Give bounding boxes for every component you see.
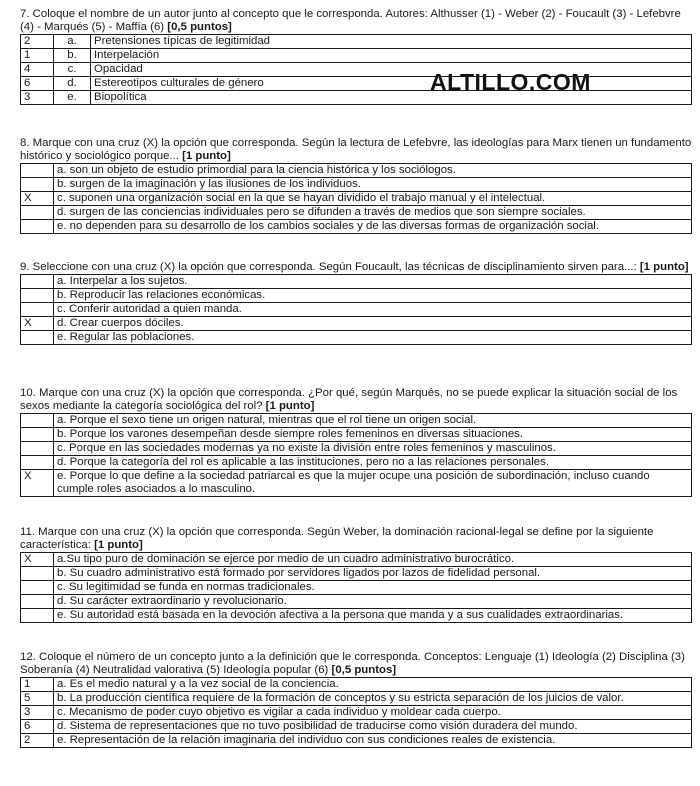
question-8-text: 8. Marque con una cruz (X) la opción que corresponda. Según la lectura de Lefebvre, las ideologías para Marx tienen un fundamento histórico y sociológico porque... [1 punto] [20,137,692,162]
mark-cell[interactable] [21,220,54,234]
table-row: 3 e. Biopolítica [21,91,692,105]
answer-cell[interactable]: 4 [21,63,54,77]
question-8 [20,137,692,234]
question-10 [20,387,692,497]
mark-cell[interactable] [21,275,54,289]
mark-cell[interactable] [21,609,54,623]
table-row: a. son un objeto de estudio primordial para la ciencia histórica y los sociólogos. [21,164,692,178]
watermark-logo: ALTILLO.COM [430,69,591,95]
question-7 [20,8,692,105]
table-row: d. Su carácter extraordinario y revolucionario. [21,595,692,609]
table-row: X a.Su tipo puro de dominación se ejerce por medio de un cuadro administrativo burocrático. [21,553,692,567]
table-row: e. no dependen para su desarrollo de los cambios sociales y de las diversas formas de organización social. [21,220,692,234]
question-8-table [20,163,692,234]
mark-cell[interactable]: X [21,192,54,206]
table-row: b. surgen de la imaginación y las ilusiones de los individuos. [21,178,692,192]
table-row: c. Conferir autoridad a quien manda. [21,303,692,317]
mark-cell[interactable] [21,178,54,192]
table-row: a. Porque el sexo tiene un origen natural, mientras que el rol tiene un origen social. [21,414,692,428]
answer-cell[interactable]: 1 [21,678,54,692]
table-row: X c. suponen una organización social en la que se hayan dividido el trabajo manual y el intelectual. [21,192,692,206]
table-row: X d. Crear cuerpos dóciles. [21,317,692,331]
mark-cell[interactable] [21,595,54,609]
table-row: 6 d. Estereotipos culturales de género [21,77,692,91]
table-row: 1 b. Interpelación [21,49,692,63]
mark-cell[interactable] [21,581,54,595]
table-row: b. Reproducir las relaciones económicas. [21,289,692,303]
answer-cell[interactable]: 6 [21,720,54,734]
table-row: 3 c. Mecanismo de poder cuyo objetivo es vigilar a cada individuo y moldear cada cuerpo. [21,706,692,720]
table-row: 5 b. La producción científica requiere de la formación de conceptos y su estricta separación de los juicios de valor. [21,692,692,706]
question-10-table [20,413,692,497]
table-row: X e. Porque lo que define a la sociedad patriarcal es que la mujer ocupe una posición de subordinación, incluso cuando cumple roles asociados a lo masculino. [21,470,692,497]
answer-cell[interactable]: 3 [21,706,54,720]
question-11 [20,526,692,623]
table-row: 4 c. Opacidad [21,63,692,77]
table-row: b. Porque los varones desempeñan desde siempre roles femeninos en diversas situaciones. [21,428,692,442]
question-11-table [20,552,692,623]
mark-cell[interactable]: X [21,470,54,497]
mark-cell[interactable] [21,164,54,178]
table-row: a. Interpelar a los sujetos. [21,275,692,289]
mark-cell[interactable] [21,456,54,470]
answer-cell[interactable]: 6 [21,77,54,91]
table-row: d. Porque la categoría del rol es aplicable a las instituciones, pero no a las relaciones personales. [21,456,692,470]
question-11-text: 11. Marque con una cruz (X) la opción que corresponda. Según Weber, la dominación racional-legal se define por la siguiente característica: [1 punto] [20,526,654,551]
table-row: b. Su cuadro administrativo está formado por servidores ligados por lazos de fidelidad personal. [21,567,692,581]
question-7-text: 7. Coloque el nombre de un autor junto al concepto que le corresponda. Autores: Althusser (1) - Weber (2) - Foucault (3) - Lefebvre (4) - Marqués (5) - Maffía (6) [0,5 puntos] [20,8,681,33]
table-row: c. Su legitimidad se funda en normas tradicionales. [21,581,692,595]
table-row: 6 d. Sistema de representaciones que no tuvo posibilidad de traducirse como visión duradera del mundo. [21,720,692,734]
mark-cell[interactable] [21,428,54,442]
mark-cell[interactable] [21,414,54,428]
question-9-table [20,274,692,345]
mark-cell[interactable]: X [21,553,54,567]
mark-cell[interactable] [21,303,54,317]
table-row: d. surgen de las conciencias individuales pero se difunden a través de medios que son siempre sociales. [21,206,692,220]
question-7-table [20,34,692,105]
question-10-text: 10. Marque con una cruz (X) la opción que corresponda. ¿Por qué, según Marqués, no se puede explicar la situación social de los sexos mediante la categoría sociológica del rol? [1 punto] [20,387,678,412]
table-row: e. Regular las poblaciones. [21,331,692,345]
answer-cell[interactable]: 2 [21,35,54,49]
question-9-text: 9. Seleccione con una cruz (X) la opción que corresponda. Según Foucault, las técnicas de disciplinamiento sirven para...: [1 punto] [20,261,689,273]
answer-cell[interactable]: 5 [21,692,54,706]
mark-cell[interactable] [21,206,54,220]
table-row: 2 e. Representación de la relación imaginaria del individuo con sus condiciones reales de existencia. [21,734,692,748]
question-12 [20,651,692,748]
answer-cell[interactable]: 3 [21,91,54,105]
mark-cell[interactable] [21,331,54,345]
question-12-table [20,677,692,748]
answer-cell[interactable]: 1 [21,49,54,63]
table-row: 1 a. Es el medio natural y a la vez social de la conciencia. [21,678,692,692]
mark-cell[interactable] [21,289,54,303]
mark-cell[interactable] [21,442,54,456]
answer-cell[interactable]: 2 [21,734,54,748]
mark-cell[interactable]: X [21,317,54,331]
table-row: c. Porque en las sociedades modernas ya no existe la división entre roles femeninos y masculinos. [21,442,692,456]
question-12-text: 12. Coloque el número de un concepto junto a la definición que le corresponda. Conceptos: Lenguaje (1) Ideología (2) Disciplina (3) Soberanía (4) Neutralidad valorativa (5) Ideología popular (6) [0,5 puntos] [20,651,685,676]
table-row: e. Su autoridad está basada en la devoción afectiva a la persona que manda y a sus cualidades extraordinarias. [21,609,692,623]
question-9 [20,261,692,345]
mark-cell[interactable] [21,567,54,581]
table-row: 2 a. Pretensiones típicas de legitimidad [21,35,692,49]
